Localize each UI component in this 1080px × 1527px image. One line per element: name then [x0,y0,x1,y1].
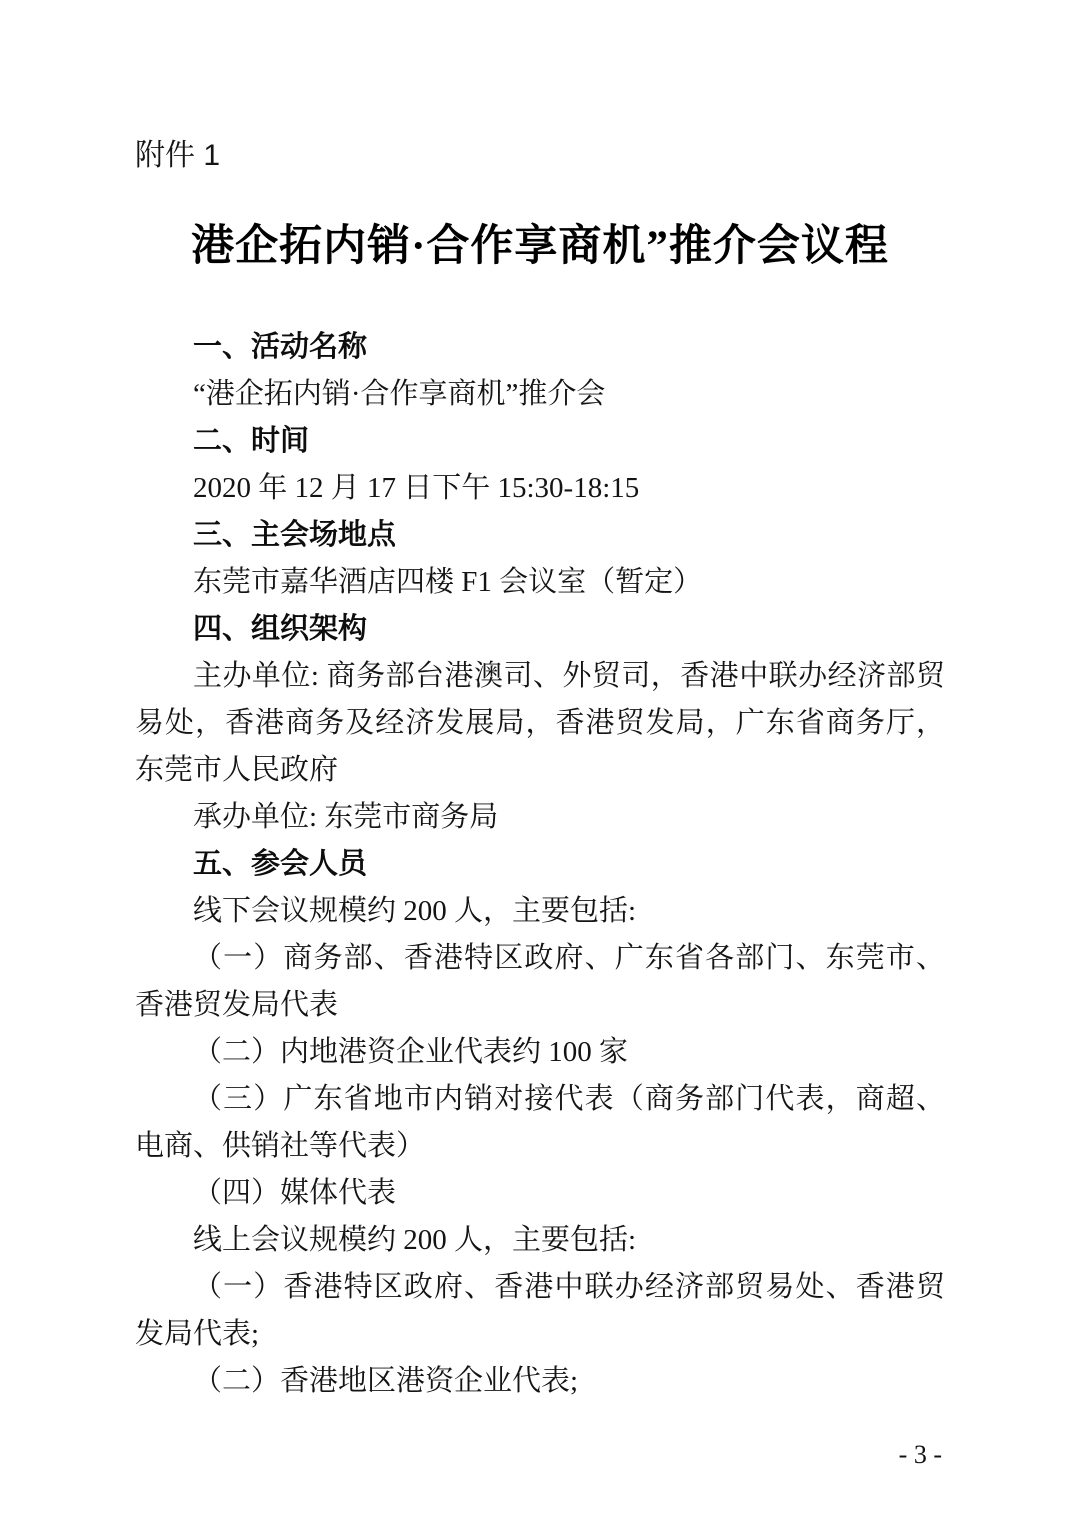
paragraph: 2020 年 12 月 17 日下午 15:30-18:15 [193,472,640,504]
document-body [135,324,945,1405]
section-heading-organization: 四、组织架构 [193,613,368,645]
paragraph: （二）内地港资企业代表约 100 家 [193,1036,629,1068]
paragraph: 承办单位: 东莞市商务局 [193,801,499,833]
paragraph: “港企拓内销·合作享商机”推介会 [193,378,606,410]
paragraph: （一）香港特区政府、香港中联办经济部贸易处、香港贸发局代表; [135,1271,945,1350]
section-heading-time: 二、时间 [193,425,310,457]
paragraph: （二）香港地区港资企业代表; [193,1365,579,1397]
document-title: 港企拓内销·合作享商机”推介会议程 [191,223,889,270]
paragraph: （三）广东省地市内销对接代表（商务部门代表，商超、电商、供销社等代表） [135,1083,945,1162]
section-heading-participants: 五、参会人员 [193,848,368,880]
page-number: - 3 - [898,1440,942,1469]
paragraph: 主办单位: 商务部台港澳司、外贸司，香港中联办经济部贸易处，香港商务及经济发展局，香港贸发局，广东省商务厅，东莞市人民政府 [135,660,945,786]
section-heading-activity-name: 一、活动名称 [193,331,368,363]
attachment-label: 附件 1 [135,139,221,172]
paragraph: 线上会议规模约 200 人，主要包括: [193,1224,637,1256]
paragraph: 线下会议规模约 200 人，主要包括: [193,895,637,927]
paragraph: （四）媒体代表 [193,1177,397,1209]
paragraph: 东莞市嘉华酒店四楼 F1 会议室（暂定） [193,566,703,598]
paragraph: （一）商务部、香港特区政府、广东省各部门、东莞市、香港贸发局代表 [135,942,945,1021]
section-heading-venue: 三、主会场地点 [193,519,397,551]
